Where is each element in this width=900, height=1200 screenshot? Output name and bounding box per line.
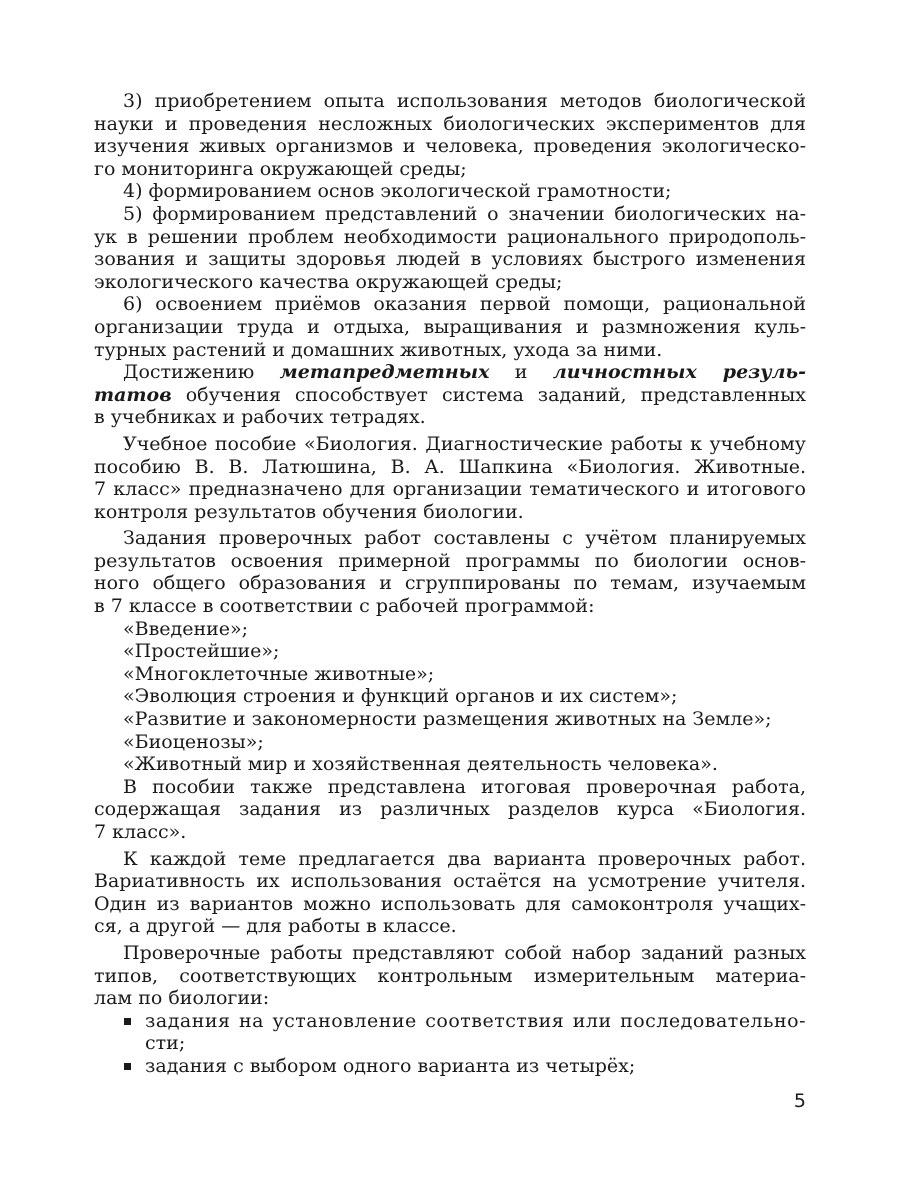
paragraph-item-6 bbox=[94, 293, 806, 361]
text-line: 7 класс». bbox=[94, 821, 187, 843]
text-line: ного общего образования и сгруппированы по темам, изучаемым bbox=[94, 572, 806, 595]
paragraph-variants bbox=[94, 848, 806, 938]
text-line: результатов освоения примерной программы по биологии основ- bbox=[94, 549, 806, 572]
paragraph-item-4 bbox=[94, 180, 806, 203]
text-line: задания на установление соответствия или последовательно- bbox=[145, 1009, 806, 1032]
topic-item: «Эволюция строения и функций органов и их систем»; bbox=[123, 685, 678, 708]
bullet-item bbox=[94, 1010, 806, 1055]
paragraph-task-types bbox=[94, 942, 806, 1010]
text-fragment: и bbox=[489, 361, 553, 384]
bullet-item bbox=[94, 1055, 806, 1078]
topic-item: «Развитие и закономерности размещения животных на Земле»; bbox=[123, 708, 772, 731]
text-line: Вариативность их использования остаётся на усмотрение учителя. bbox=[94, 870, 806, 893]
text-line: пособию В. В. Латюшина, В. А. Шапкина «Биология. Животные. bbox=[94, 455, 806, 478]
page-body bbox=[94, 90, 806, 1078]
text-line: Один из вариантов можно использовать для самоконтроля учащих- bbox=[94, 892, 806, 915]
bullet-list bbox=[94, 1010, 806, 1078]
topic-item: «Введение»; bbox=[123, 617, 249, 640]
text-line: ук в решении проблем необходимости рационального природополь- bbox=[94, 225, 806, 248]
text-line: Проверочные работы представляют собой набор заданий разных bbox=[123, 941, 806, 964]
topic-list bbox=[94, 618, 806, 776]
bullet-text bbox=[145, 1010, 806, 1055]
text-fragment: обучения способствует система заданий, представленных bbox=[171, 383, 806, 406]
topic-item: «Многоклеточные животные»; bbox=[123, 662, 435, 685]
paragraph-tasks bbox=[94, 527, 806, 617]
emphasis-term: личностных резуль- bbox=[552, 361, 806, 384]
square-bullet-icon bbox=[124, 1063, 131, 1070]
text-line: го мониторинга окружающей среды; bbox=[94, 157, 467, 180]
text-line: турных растений и домашних животных, ухода за ними. bbox=[94, 338, 663, 361]
text-line: сти; bbox=[145, 1032, 186, 1055]
paragraph-item-3 bbox=[94, 90, 806, 180]
text-line: 3) приобретением опыта использования методов биологической bbox=[123, 90, 806, 112]
paragraph-results bbox=[94, 361, 806, 429]
text-line: изучения живых организмов и человека, проведения экологическо- bbox=[94, 135, 806, 158]
text-line: в 7 классе в соответствии с рабочей программой: bbox=[94, 595, 595, 618]
text-line: экологического качества окружающей среды; bbox=[94, 270, 563, 293]
text-line: в учебниках и рабочих тетрадях. bbox=[94, 406, 426, 429]
bullet-text bbox=[145, 1055, 806, 1078]
topic-item: «Биоценозы»; bbox=[123, 730, 264, 753]
text-line: 7 класс» предназначено для организации тематического и итогового bbox=[94, 478, 806, 501]
text-line: организации труда и отдыха, выращивания и размножения куль- bbox=[94, 315, 806, 338]
text-line: Задания проверочных работ составлены с учётом планируемых bbox=[123, 527, 806, 550]
text-fragment: Достижению bbox=[123, 361, 280, 384]
text-line: К каждой теме предлагается два варианта проверочных работ. bbox=[123, 847, 806, 870]
page-number: 5 bbox=[793, 1090, 806, 1112]
square-bullet-icon bbox=[124, 1018, 131, 1025]
emphasis-term: татов bbox=[94, 383, 172, 406]
text-line: содержащая задания из различных разделов курса «Биология. bbox=[94, 798, 806, 821]
text-line: В пособии также представлена итоговая проверочная работа, bbox=[123, 775, 806, 798]
text-line: 5) формированием представлений о значении биологических на- bbox=[123, 202, 806, 225]
text-line bbox=[94, 384, 806, 407]
emphasis-term: метапредметных bbox=[279, 361, 490, 384]
text-line: науки и проведения несложных биологических экспериментов для bbox=[94, 112, 806, 135]
paragraph-item-5 bbox=[94, 203, 806, 293]
text-line: типов, соответствующих контрольным измерительным материа- bbox=[94, 964, 806, 987]
paragraph-manual bbox=[94, 433, 806, 523]
text-line: лам по биологии: bbox=[94, 987, 270, 1010]
text-line: зования и защиты здоровья людей в условиях быстрого изменения bbox=[94, 248, 806, 271]
text-line: 4) формированием основ экологической грамотности; bbox=[123, 180, 672, 203]
paragraph-final-test bbox=[94, 776, 806, 844]
text-line bbox=[94, 361, 806, 384]
topic-item: «Простейшие»; bbox=[123, 640, 280, 663]
text-line: ся, а другой — для работы в классе. bbox=[94, 915, 457, 938]
text-line: задания с выбором одного варианта из четырёх; bbox=[145, 1054, 636, 1077]
text-line: Учебное пособие «Биология. Диагностические работы к учебному bbox=[123, 432, 806, 455]
topic-item: «Животный мир и хозяйственная деятельность человека». bbox=[123, 753, 718, 776]
text-line: контроля результатов обучения биологии. bbox=[94, 500, 524, 523]
text-line: 6) освоением приёмов оказания первой помощи, рациональной bbox=[123, 293, 806, 316]
